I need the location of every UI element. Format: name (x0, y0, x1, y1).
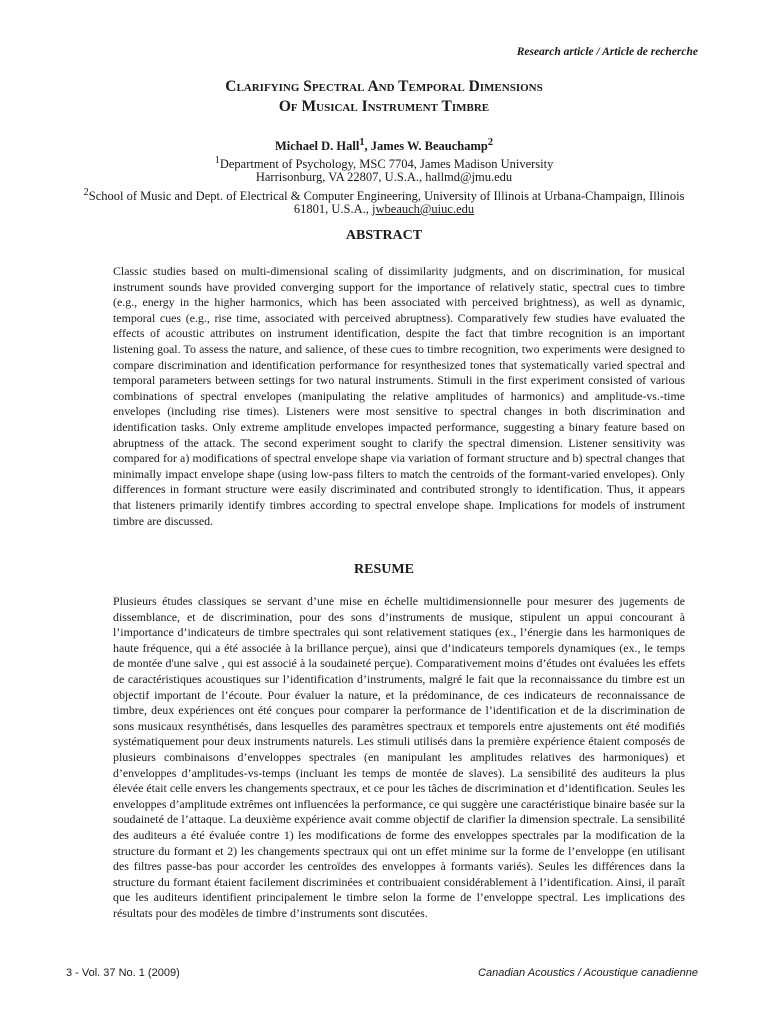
author-name: Michael D. Hall (274, 139, 360, 154)
resume-heading: RESUME (354, 562, 414, 577)
abstract-text: Classic studies based on multi-dimensional scaling of dissimilarity judgments, and on discrimination, for musical instrument sounds have provided converging support for the importance of relatively static, spectral cues to timbre (e.g., energy in the higher harmonics, which has been associated with perceived brightness), as well as dynamic, temporal cues (e.g., rise time, associated with perceived abruptness). Comparatively few studies have evaluated the effects of acoustic attributes on instrument identification, despite the fact that timbre recognition is an important listening goal. To assess the nature, and salience, of these cues to timbre recognition, two experiments were designed to compare discrimination and identification performance for resynthesized tones that systematically varied spectral and temporal parameters between settings for two natural instruments. Stimuli in the first experiment consisted of various combinations of spectral envelopes (manipulating the relative amplitudes of harmonics) and amplitude-vs.-time envelopes (including rise times). Listeners were most sensitive to spectral changes in both discrimination and identification tasks. Only extreme amplitude envelopes impacted performance, suggesting a binary feature based on abruptness of the attack. The second experiment sought to clarify the spectral dimension. Listener sensitivity was compared for a) modifications of spectral envelope shape via variation of formant structure and b) spectral changes that minimally impact envelope shape (using low-pass filters to match the centroids of the formant-varied envelopes). Only differences in formant structure were easily discriminated and contributed strongly to identification. Thus, it appears that listeners primarily identify timbres according to spectral envelope shape. Implications for models of instrument timbre are discussed. (113, 264, 685, 528)
affiliation-marker: 1 (359, 137, 365, 148)
author-name: James W. Beauchamp (370, 139, 488, 154)
affiliation-text: School of Music and Dept. of Electrical & Computer Engineering, University of Illinois at Urbana-Champaign, Illinois (88, 189, 685, 204)
abstract-heading: ABSTRACT (345, 228, 423, 243)
author-separator: , (364, 139, 371, 154)
affiliation-address-text: 61801, U.S.A., (293, 202, 373, 216)
affiliation-1-address: Harrisonburg, VA 22807, U.S.A., hallmd@jmu.edu (255, 170, 513, 184)
email-link[interactable]: jwbeauch@uiuc.edu (372, 202, 475, 216)
page-footer-volume: 3 - Vol. 37 No. 1 (2009) (66, 967, 180, 979)
resume-text: Plusieurs études classiques se servant d’une mise en échelle multidimensionnelle pour mesurer des jugements de dissemblance, et de discrimination, pour des sons d’instruments de musique, stipulent un appui concourant à l’importance d’indicateurs de timbre spectrales qui sont relativement statiques (ex., l’énergie dans les harmoniques de haute fréquence, qui a été associée à la brillance perçue), ainsi que d’indicateurs temporels dynamiques (ex., le temps de montée d'une salve , qui est associé à la soudaineté perçue). Comparativement moins d’études ont évaluées les effets de caractéristiques acoustiques sur l’identification d’instruments, malgré le fait que la reconnaissance du timbre est un objectif important de l’écoute. Pour évaluer la nature, et la prédominance, de ces indicateurs de reconnaissance de timbre, deux expériences ont été conçues pour comparer la performance de l’identification et de la discrimination de sons musicaux resynthétisés, dans lesquelles des paramètres spectraux et temporels entre ajustements ont été modifiés systématiquement pour deux instruments naturels. Les stimuli utilisés dans la première expérience étaient composés de plusieurs combinaisons d’enveloppes spectrales (en manipulant les amplitudes relatives des harmoniques) et d’enveloppes d’amplitudes-vs-temps (incluant les temps de montée de slaves). La sensibilité des auditeurs la plus élevée était celle envers les changements spectraux, et ce pour les tâches de discrimination et d’identification. Seules les enveloppes d’amplitude extrêmes ont influencées la performance, ce qui suggère une caractéristique binaire basée sur la soudaineté de l’attaque. La deuxième expérience avait comme objectif de clarifier la dimension spectrale. La sensibilité des auditeurs a été évaluée contre 1) les modifications de forme des enveloppes spectrales par la modification de la structure du formant et 2) les changements spectraux qui ont un effet minime sur la forme de l’enveloppe (en utilisant des filtres passe-bas pour accorder les centroïdes des enveloppes à formants variés). Seules les différences dans la structure du formant étaient facilement discriminées et contribuaient considérablement à l’identification. Ainsi, il paraît que les auditeurs identifient principalement le timbre selon la forme de l’enveloppe spectral. Les implications des résultats pour des modèles de timbre d’instruments sont discutées. (113, 594, 685, 920)
affiliation-marker: 2 (487, 137, 494, 148)
affiliation-text: Department of Psychology, MSC 7704, James Madison University (219, 157, 554, 172)
author-list (0, 137, 768, 154)
page-footer-journal: Canadian Acoustics / Acoustique canadienne (478, 967, 698, 979)
affiliation-2-address (40, 201, 728, 217)
paper-title-line-2: Of Musical Instrument Timbre (278, 98, 490, 115)
section-label: Research article / Article de recherche (516, 46, 698, 58)
affiliation-marker: 1 (214, 155, 220, 166)
paper-title-line-1: Clarifying Spectral And Temporal Dimensions (225, 78, 543, 95)
affiliation-marker: 2 (83, 187, 89, 198)
